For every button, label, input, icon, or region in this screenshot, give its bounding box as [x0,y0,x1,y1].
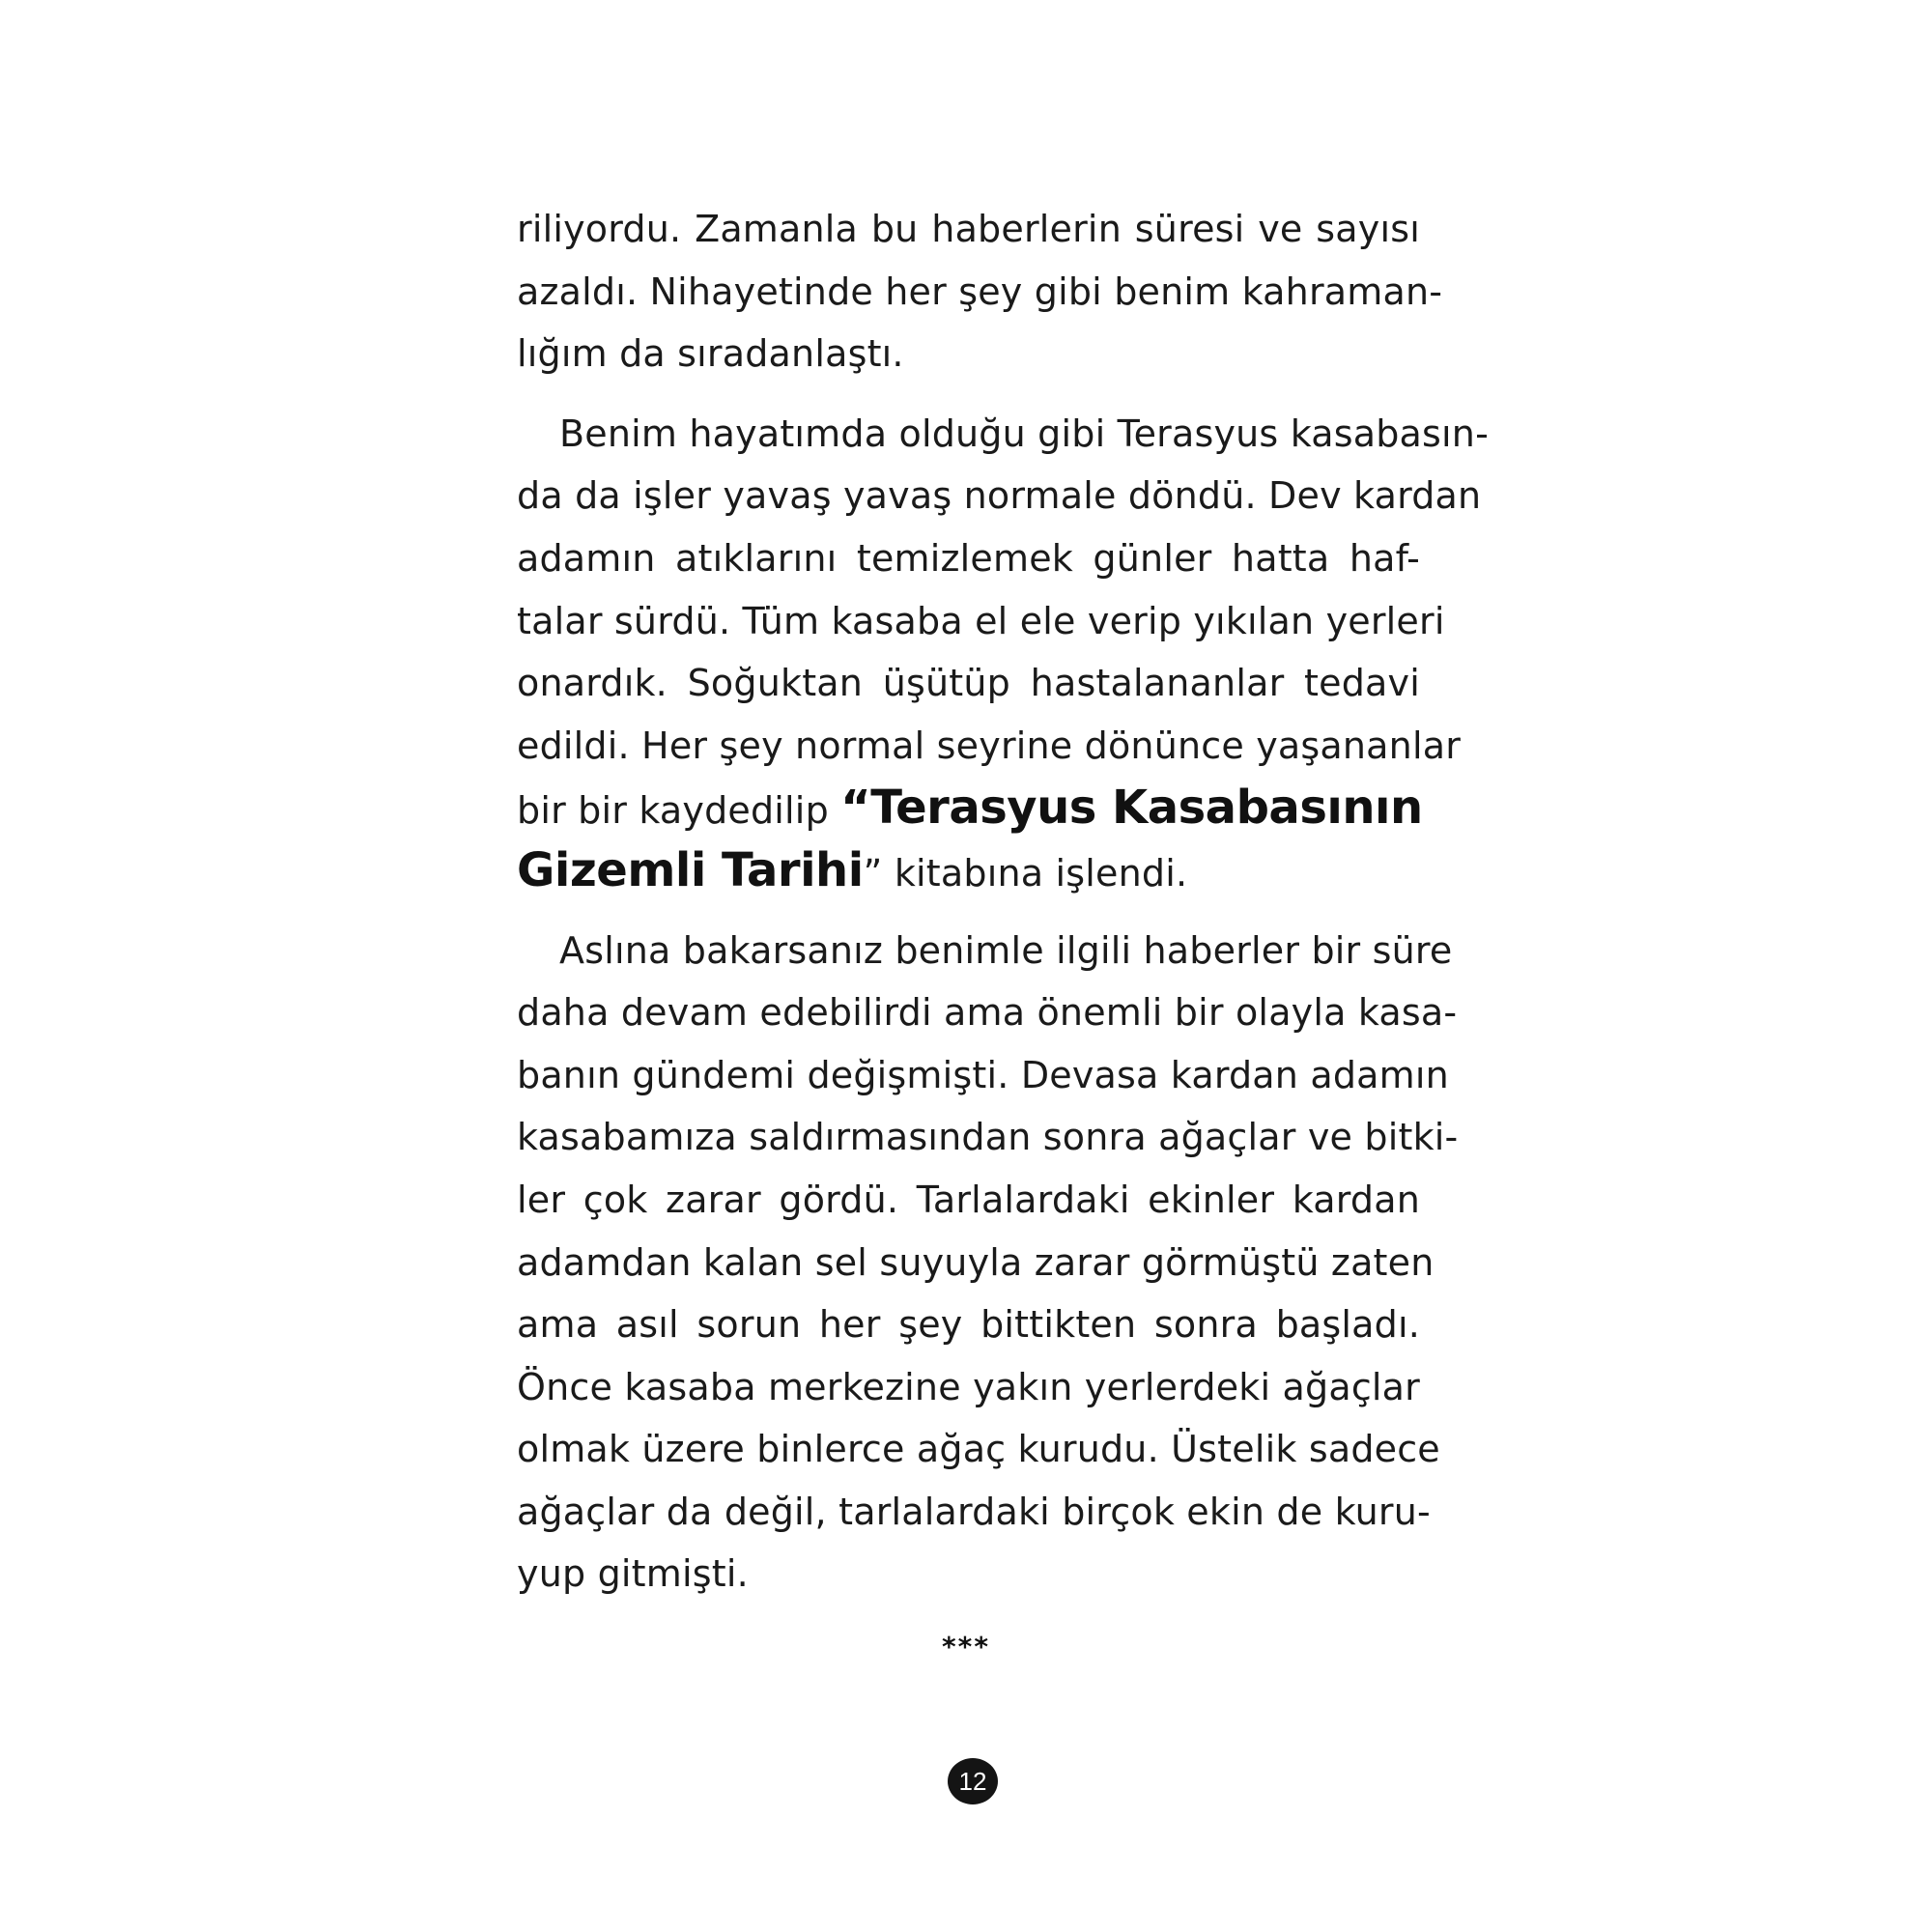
text-line: talar sürdü. Tüm kasaba el ele verip yıkılan yerleri [517,599,1445,642]
text-line: olmak üzere binlerce ağaç kurudu. Üstelik sadece [517,1428,1440,1471]
text-line: daha devam edebilirdi ama önemli bir olayla kasa- [517,991,1458,1035]
text-line-mixed [517,777,1423,839]
text-line: Önce kasaba merkezine yakın yerlerdeki ağaçlar [517,1365,1420,1408]
text-line: ama asıl sorun her şey bittikten sonra başladı. [517,1303,1420,1347]
text-line: Benim hayatımda olduğu gibi Terasyus kasabasın- [559,412,1489,455]
text-line: banın gündemi değişmişti. Devasa kardan adamın [517,1053,1449,1096]
book-title-part-1: “Terasyus Kasabasının [840,781,1423,836]
text-line: lığım da sıradanlaştı. [517,332,904,376]
paragraph-2 [517,403,1489,902]
text-line: kasabamıza saldırmasından sonra ağaçlar ve bitki- [517,1116,1459,1159]
body-text [517,198,1489,1605]
text-line: azaldı. Nihayetinde her şey gibi benim kahraman- [517,270,1443,313]
text-line: yup gitmişti. [517,1552,749,1596]
text-line: edildi. Her şey normal seyrine dönünce yaşananlar [517,724,1462,767]
text-segment: ” kitabına işlendi. [863,851,1188,895]
text-line: Aslına bakarsanız benimle ilgili haberler bir süre [559,928,1453,972]
text-line: adamdan kalan sel suyuyla zarar görmüştü zaten [517,1240,1435,1284]
paragraph-3 [517,920,1459,1606]
section-separator: *** [942,1631,990,1662]
book-title-part-2: Gizemli Tarihi [517,842,864,897]
text-line: ler çok zarar gördü. Tarlalardaki ekinler kardan [517,1178,1420,1221]
text-line: ağaçlar da değil, tarlalardaki birçok ekin de kuru- [517,1490,1431,1533]
text-line: onardık. Soğuktan üşütüp hastalananlar tedavi [517,662,1420,705]
text-line: da da işler yavaş yavaş normale döndü. Dev kardan [517,474,1482,518]
text-segment: bir bir kaydedilip [517,789,841,833]
text-line: adamın atıklarını temizlemek günler hatta haf- [517,536,1420,580]
page-number-badge: 12 [948,1758,998,1804]
paragraph-1 [517,198,1443,385]
paragraph-gap [517,902,1420,920]
text-line: riliyordu. Zamanla bu haberlerin süresi ve sayısı [517,208,1420,250]
paragraph-gap [517,385,1420,403]
text-line-mixed [517,839,1420,902]
